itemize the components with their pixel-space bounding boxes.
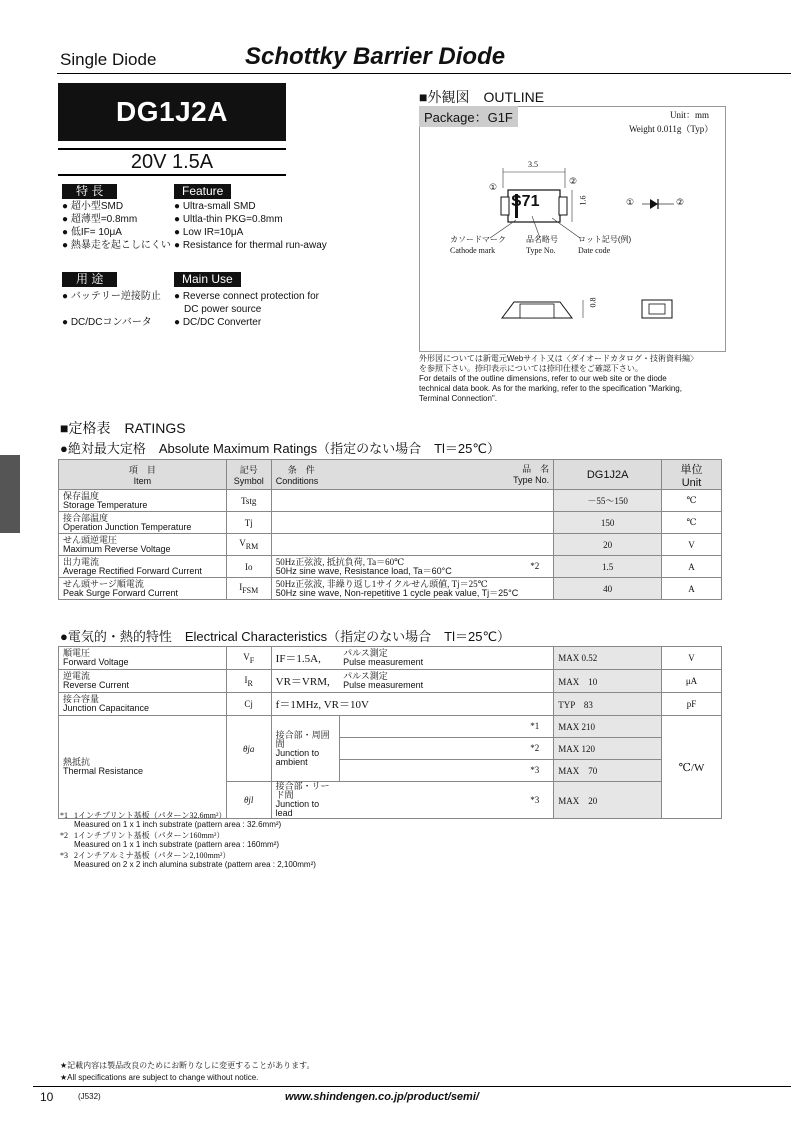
col-unit: 単位 Unit (662, 460, 722, 490)
disclaimer: ★記載内容は製品改良のためにお断りなしに変更することがあります。 ★All specifications are subject to change without notice. (60, 1061, 315, 1082)
col-item: 項 目 Item (59, 460, 227, 490)
feature-jp-list (62, 200, 171, 252)
use-en-label: Main Use (174, 270, 241, 288)
table-row: 保存温度 Storage Temperature Tstg －55～150 ℃ (59, 490, 722, 512)
list-item: ● 超小型SMD (62, 201, 124, 212)
unit-label: Unit：mm (670, 110, 710, 120)
header-rule (57, 73, 791, 74)
list-item: ● バッテリー逆接防止 (62, 291, 161, 302)
table-row: 熱抵抗 Thermal Resistance θja 接合部・周囲間 Junction to ambient *1 MAX 210 ℃/W (59, 716, 722, 738)
outline-title: ■外観図 OUTLINE (419, 89, 545, 105)
table-row: 出力電流 Average Rectified Forward Current Io 50Hz正弦波, 抵抗負荷, Ta＝60℃ 50Hz sine wave, Resistance load, Ta＝60°C *2 1.5 A (59, 556, 722, 578)
dim-width: 3.5 (528, 160, 538, 169)
abs-max-ratings-table (58, 459, 722, 600)
table-row: θjl 接合部・リード間 Junction to lead *3 MAX 20 (59, 782, 722, 819)
table-row: 逆電流 Reverse Current $I_R$ VR＝VRM, パルス測定 Pulse measurement MAX 10 μA (59, 670, 722, 693)
pin1-label: ① (489, 182, 498, 192)
weight-label: Weight 0.011g（Typ） (629, 124, 714, 134)
marking-code: S71 (511, 193, 540, 210)
col-symbol: 記号 Symbol (226, 460, 271, 490)
list-item: ● DC/DCコンバータ (62, 317, 152, 328)
feature-en-list (174, 200, 327, 252)
table-row: *2 MAX 120 (59, 738, 722, 760)
table-header-row (59, 460, 722, 490)
table-row: 接合部温度 Operation Junction Temperature Tj 150 ℃ (59, 512, 722, 534)
list-item: ● Low IR=10μA (174, 227, 244, 238)
package-label: Package：G1F (419, 106, 518, 127)
rating-summary: 20V 1.5A (58, 148, 286, 176)
table-row: 順電圧 Forward Voltage $V_F$ IF＝1.5A, パルス測定 Pulse measurement MAX 0.52 V (59, 647, 722, 670)
type-no-label: 品名略号 Type No. (526, 235, 558, 255)
circuit-pin2: ② (676, 197, 685, 207)
page-number: 10 (40, 1090, 54, 1104)
cathode-mark-label: カソードマーク Cathode mark (450, 235, 506, 255)
circuit-pin1: ① (626, 197, 635, 207)
list-item: ● DC/DC Converter (174, 317, 262, 328)
use-jp-label: 用 途 (62, 270, 117, 288)
list-item: ● Resistance for thermal run-away (174, 240, 327, 251)
page-title: Schottky Barrier Diode (245, 43, 506, 70)
table-row: せん頭逆電圧 Maximum Reverse Voltage $V_{RM}$ 20 V (59, 534, 722, 556)
dim-thickness: 0.8 (588, 297, 598, 308)
use-en-list (174, 290, 319, 329)
category-label: Single Diode (60, 50, 157, 69)
use-jp-list (62, 290, 161, 329)
dim-height: 1.6 (578, 195, 588, 206)
date-code-label: ロット記号(例) Date code (578, 235, 632, 255)
pin2-label: ② (569, 176, 578, 186)
electrical-title: ●電気的・熱的特性 Electrical Characteristics（指定のない場合 Tl＝25℃） (60, 629, 511, 644)
feature-en-label: Feature (174, 182, 231, 200)
table-row: *3 MAX 70 (59, 760, 722, 782)
outline-note: 外形図については新電元Webサイト又は〈ダイオードカタログ・技術資料編〉 を参照下さい。捺印表示については捺印仕様をご確認下さい。 For details of the outline dimensions, refer to our web site or the diode technical data book. As for the marking, refer to the specification "Marking, Terminal Connection". (419, 354, 698, 403)
table-row: 接合容量 Junction Capacitance Cj f＝1MHz, VR＝10V TYP 83 pF (59, 693, 722, 716)
part-number: DG1J2A (58, 83, 286, 141)
abs-max-ratings-title: ●絶対最大定格 Absolute Maximum Ratings（指定のない場合 Tl＝25℃） (60, 441, 500, 456)
doc-code: (J532) (78, 1092, 101, 1101)
footnotes: *1 1インチプリント基板（パターン32.6mm²） Measured on 1 x 1 inch substrate (pattern area : 32.6mm²) *2 1インチプリント基板（パターン160mm²） Measured on 1 x 1 inch substrate (pattern area : 160mm²) *3 2インチアルミナ基板（パターン2,100mm²） Measured on 2 x 2 inch alumina substrate (pattern area : 2,100mm²) (60, 811, 316, 869)
list-item: ● Ultla-thin PKG=0.8mm (174, 214, 283, 225)
ratings-section-title: ■定格表 RATINGS (60, 420, 186, 436)
col-part: DG1J2A (554, 460, 662, 490)
footer-rule (33, 1086, 791, 1087)
electrical-characteristics-table (58, 646, 722, 819)
col-conditions: 条 件 Conditions 品 名 Type No. (271, 460, 553, 490)
list-item: DC power source (184, 304, 262, 315)
table-row: せん頭サージ順電流 Peak Surge Forward Current $I_{FSM}$ 50Hz正弦波, 非繰り返し1サイクルせん頭値, Tj＝25℃ 50Hz sine wave, Non-repetitive 1 cycle peak value, Tj＝25°C 40 A (59, 578, 722, 600)
list-item: ● Reverse connect protection for (174, 291, 319, 302)
footer-url-link[interactable]: www.shindengen.co.jp/product/semi/ (285, 1091, 479, 1103)
feature-jp-label: 特 長 (62, 182, 117, 200)
list-item: ● 低IF= 10μA (62, 227, 122, 238)
list-item: ● 超薄型=0.8mm (62, 214, 138, 225)
list-item: ● Ultra-small SMD (174, 201, 256, 212)
side-tab-marker (0, 455, 20, 533)
list-item: ● 熱暴走を起こしにくい (62, 240, 171, 251)
